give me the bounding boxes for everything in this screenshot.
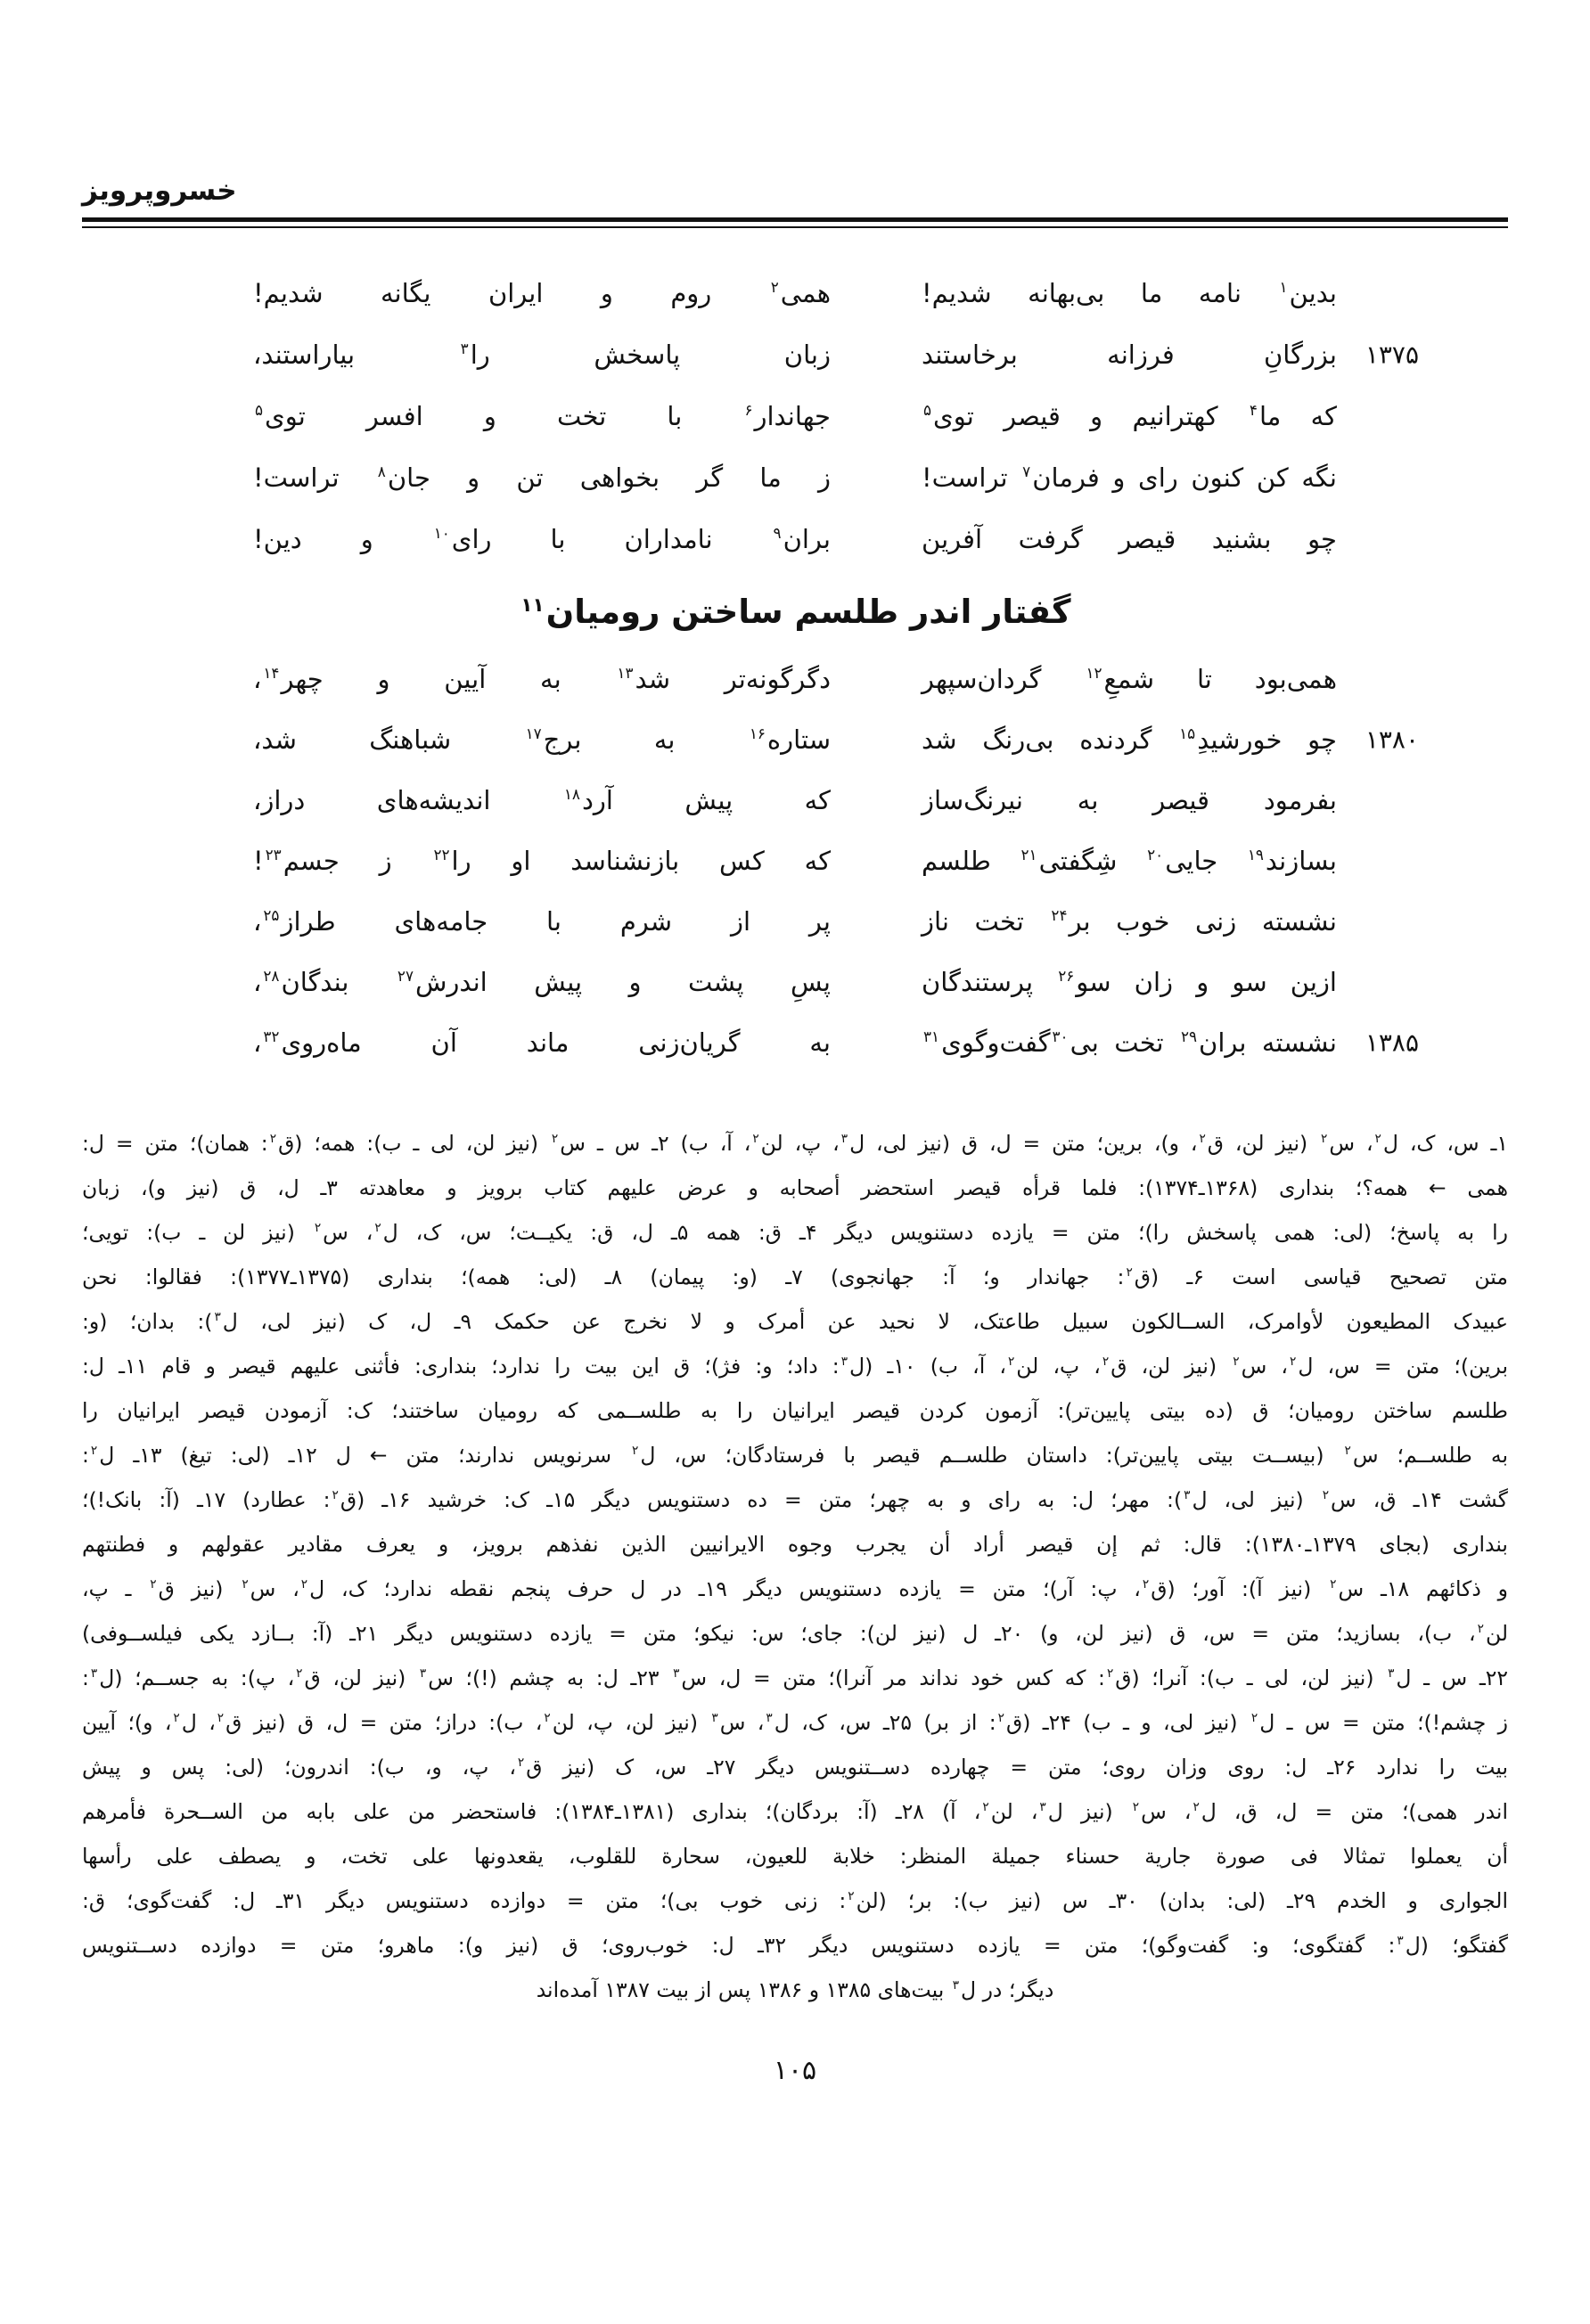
header-rule-thin <box>82 226 1508 228</box>
note-ref: ۲ <box>1289 1354 1297 1370</box>
running-head <box>82 175 1508 228</box>
note-ref: ۲۵ <box>263 906 280 925</box>
hemistich-first: بزرگانِ فرزانه برخاستند <box>922 339 1337 370</box>
footnote-line: الجواری و الخدم ۲۹ـ (لی: بدان) ۳۰ـ س (نیز ب): بر؛ (لن$^۲$: زنی خوب بی)؛ متن = دوازده دستنویس دیگر ۳۱ـ ل: گفت‌گوی؛ ق: <box>82 1888 1508 1913</box>
note-ref: ۱۲ <box>1086 664 1102 683</box>
note-ref: ۳۲ <box>263 1027 280 1046</box>
footnote-line: را به پاسخ؛ (لی: همی پاسخش را)؛ متن = یازده دستنویس دیگر ۴ـ ق: همه ۵ـ ل، ق: یکیــت؛ س، ک، ل$^۲$، س$^۲$ (نیز لن ـ ب): تویی؛ <box>82 1220 1508 1245</box>
footnote-line: همی ← همه؟؛ بنداری (۱۳۶۸ـ۱۳۷۴): فلما قرأه قیصر استحضر أصحابه و عرض علیهم کتاب برویز و معاهدته ۳ـ ل، ق (نیز و)، زبان <box>82 1175 1508 1200</box>
footnote-line: متن تصحیح قیاسی است ۶ـ (ق$^۲$: جهاندار و؛ آ: جهانجوی) ۷ـ (و: پیمان) ۸ـ (لی: همه)؛ بنداری (۱۳۷۵ـ۱۳۷۷): فقالوا: نحن <box>82 1264 1508 1289</box>
hemistich-second: به گریان‌زنی ماند آن ماه‌روی$^{۳۲}$، <box>253 1027 831 1058</box>
note-ref: ۲ <box>150 1577 157 1592</box>
hemistich-second: پر از شرم با جامه‌های طراز$^{۲۵}$، <box>253 906 831 937</box>
poem-couplet <box>253 508 1337 569</box>
verse-number: ۱۳۸۰ <box>1365 724 1419 755</box>
note-ref: ۲ <box>1344 1444 1351 1459</box>
footnote-line: ۲۲ـ س ـ ل$^۳$ (نیز لن، لی ـ ب): آنرا؛ (ق$^۲$: که کس خود نداند مر آنرا)؛ متن = ل، س$^۳$ ۲۳ـ ل: به چشم (!)؛ س$^۳$ (نیز لن، ق$^۲$، پ): به جســم؛ (ل$^۳$: <box>82 1665 1508 1690</box>
book-page <box>0 175 1590 2324</box>
note-ref: ۵ <box>923 400 932 419</box>
note-ref: ۳ <box>766 1711 773 1726</box>
note-ref: ۳ <box>214 1310 221 1325</box>
hemistich-first: همی‌بود تا شمعِ$^{۱۲}$ گردان‌سپهر <box>922 664 1337 694</box>
note-ref: ۲۰ <box>1147 846 1164 864</box>
note-ref: ۲ <box>374 1221 381 1236</box>
note-ref: ۲ <box>1102 1354 1110 1370</box>
note-ref: ۲ <box>551 1132 559 1147</box>
note-ref: ۲ <box>848 1889 855 1904</box>
note-ref: ۲ <box>632 1444 639 1459</box>
note-ref: ۲ <box>544 1711 551 1726</box>
note-ref: ۱۰ <box>433 523 450 542</box>
note-ref: ۳ <box>90 1666 98 1682</box>
note-ref: ۲ <box>770 277 779 296</box>
note-ref: ۲ <box>300 1577 308 1592</box>
note-ref: ۲۲ <box>433 846 450 864</box>
note-ref: ۱۴ <box>263 664 280 683</box>
note-ref: ۴ <box>1249 400 1258 419</box>
note-ref: ۲۸ <box>263 967 280 986</box>
footnote-line: اندر همی)؛ متن = ل، ق، ل$^۲$، س$^۲$ (نیز ل$^۳$، لن$^۲$، آ) ۲۸ـ (آ: بردگان)؛ بنداری (۱۳۸۱ـ۱۳۸۴): فاستحضر من علی بابه من الســحرة فأمرهم <box>82 1799 1508 1824</box>
note-ref: ۲ <box>332 1488 339 1503</box>
hemistich-second: که کس بازنشناسد او را$^{۲۲}$ ز جسم$^{۲۳}$! <box>253 846 832 876</box>
footnote-line: ز چشم!)؛ متن = س ـ ل$^۲$ (نیز لی، و ـ ب) ۲۴ـ (ق$^۲$: از بر) ۲۵ـ س، ک، ل$^۳$، س$^۳$ (نیز لن، پ، لن$^۲$، ب): دراز؛ متن = ل، ق (نیز ق$^۲$، ل$^۲$، و)؛ آیین <box>82 1710 1508 1735</box>
poem-couplet <box>253 709 1419 770</box>
footnote-line: دیگر؛ در ل$^۳$ بیت‌های ۱۳۸۵ و ۱۳۸۶ پس از بیت ۱۳۸۷ آمده‌اند <box>536 1977 1054 2002</box>
poem-couplet <box>253 1012 1419 1073</box>
note-ref: ۳ <box>711 1711 718 1726</box>
note-ref: ۲ <box>1330 1577 1337 1592</box>
note-ref: ۲ <box>242 1577 249 1592</box>
hemistich-first: نشسته زنی خوب بر$^{۲۴}$ تخت ناز <box>922 906 1337 937</box>
verse-block-1 <box>253 262 1419 569</box>
poem-couplet <box>253 262 1337 323</box>
hemistich-first: بدین$^۱$ نامه ما بی‌بهانه شدیم! <box>922 277 1337 308</box>
note-ref: ۲ <box>982 1800 989 1815</box>
poem-couplet <box>253 446 1337 508</box>
note-ref: ۲۳ <box>265 846 282 864</box>
note-ref: ۱۶ <box>749 724 766 743</box>
note-ref: ۲ <box>1142 1577 1150 1592</box>
note-ref: ۶ <box>744 400 753 419</box>
hemistich-second: دگرگونه‌تر شد$^{۱۳}$ به آیین و چهر$^{۱۴}$، <box>253 664 831 694</box>
note-ref: ۲ <box>1007 1354 1015 1370</box>
hemistich-first: بفرمود قیصر به نیرنگ‌ساز <box>922 785 1337 815</box>
hemistich-second: ز ما گر بخواهی تن و جان$^۸$ تراست! <box>253 462 831 493</box>
note-ref: ۳ <box>1397 1934 1404 1949</box>
header-rule-thick <box>82 217 1508 222</box>
note-ref: ۲۹ <box>1180 1027 1198 1046</box>
footnote-line: أن یعملوا تمثالا فی صورة جاریة حسناء جمیلة المنظر: خلابة للعیون، سحارة للقلوب، یقعدونها علی تخت، و یصطف علی رأسها <box>82 1844 1508 1869</box>
hemistich-second: پسِ پشت و پیش اندرش$^{۲۷}$ بندگان$^{۲۸}$، <box>253 967 831 997</box>
hemistich-second: ستاره$^{۱۶}$ به برج$^{۱۷}$ شباهنگ شد، <box>253 724 831 755</box>
note-ref: ۲ <box>1321 1132 1328 1147</box>
note-ref: ۲ <box>1199 1132 1206 1147</box>
note-ref: ۲ <box>1192 1800 1200 1815</box>
note-ref: ۲ <box>314 1221 322 1236</box>
poem-couplet <box>253 831 1337 891</box>
hemistich-second: زبان پاسخش را$^۳$ بیاراستند، <box>253 339 831 370</box>
note-ref: ۱ <box>1279 277 1288 296</box>
poem-couplet <box>253 323 1419 385</box>
note-ref: ۲۴ <box>1051 906 1068 925</box>
hemistich-first: که ما$^۴$ کهترانیم و قیصر توی$^۵$ <box>923 400 1337 431</box>
note-ref: ۸ <box>377 462 386 480</box>
hemistich-first: چو خورشیدِ$^{۱۵}$ گردنده بی‌رنگ شد <box>922 724 1337 755</box>
note-ref: ۲ <box>269 1132 277 1147</box>
hemistich-first: چو بشنید قیصر گرفت آفرین <box>922 523 1337 554</box>
note-ref: ۲۱ <box>1020 846 1037 864</box>
note-ref: ۳ <box>840 1132 848 1147</box>
poem-couplet <box>253 770 1337 831</box>
note-ref: ۲ <box>173 1711 180 1726</box>
note-ref: ۲ <box>1250 1711 1258 1726</box>
note-ref: ۳ <box>419 1666 427 1682</box>
note-ref: ۱۹ <box>1247 846 1264 864</box>
hemistich-first: نشسته بران$^{۲۹}$ تخت بی$^{۳۰}$گفت‌وگوی$^{۳۱}$ <box>923 1027 1337 1058</box>
note-ref: ۲ <box>296 1666 303 1682</box>
footnote-line: و ذکائهم ۱۸ـ س$^۲$ (نیز آ): آور؛ (ق$^۲$، پ: آر)؛ متن = یازده دستنویس دیگر ۱۹ـ در ل حرف پنجم نقطه ندارد؛ ک، ل$^۲$، س$^۲$ (نیز ق$^۲$ ـ پ، <box>82 1576 1508 1601</box>
footnote-line: به طلســم؛ س$^۲$ (بیســت بیتی پایین‌تر): داستان طلســم قیصر با فرستادگان؛ س، ل$^۲$ سرنویس ندارند؛ متن ← ل ۱۲ـ (لی: تیغ) ۱۳ـ ل$^۲$: <box>82 1443 1508 1468</box>
running-head-title: خسروپرویز <box>82 175 237 207</box>
note-ref: ۳ <box>673 1666 680 1682</box>
footnote-line: برین)؛ متن = س، ل$^۲$، س$^۲$ (نیز لن، ق$^۲$، پ، لن$^۲$، آ، ب) ۱۰ـ (ل$^۳$: داد؛ و: فژ)؛ ق این بیت را ندارد؛ بنداری: فأثنی علیهم قیصر و قام ۱۱ـ ل: <box>82 1354 1508 1379</box>
note-ref: ۱۱ <box>520 593 545 617</box>
note-ref: ۲ <box>1322 1488 1330 1503</box>
note-ref: ۲۷ <box>397 967 414 986</box>
note-ref: ۲ <box>752 1132 759 1147</box>
poem-couplet <box>253 649 1337 709</box>
note-ref: ۱۷ <box>525 724 542 743</box>
verse-number: ۱۳۷۵ <box>1365 340 1419 369</box>
note-ref: ۳ <box>460 339 469 357</box>
note-ref: ۲ <box>997 1711 1004 1726</box>
footnote-line: طلسم ساختن رومیان؛ ق (ده بیتی پایین‌تر): آزمون کردن قیصر ایرانیان را به طلســمی که رومیان ساختند؛ ک: آزمودن قیصر ایرانیان را <box>82 1398 1508 1423</box>
note-ref: ۳ <box>1184 1488 1191 1503</box>
note-ref: ۲ <box>1233 1354 1240 1370</box>
note-ref: ۲ <box>1132 1800 1140 1815</box>
note-ref: ۱۸ <box>563 785 580 804</box>
hemistich-first: نگه کن کنون رای و فرمان$^۷$ تراست! <box>922 462 1337 493</box>
note-ref: ۲ <box>217 1711 225 1726</box>
note-ref: ۱۳ <box>617 664 634 683</box>
hemistich-second: بران$^۹$ نامداران با رای$^{۱۰}$ و دین! <box>253 523 831 554</box>
hemistich-second: همی$^۲$ روم و ایران یگانه شدیم! <box>253 277 831 308</box>
note-ref: ۳ <box>1388 1666 1395 1682</box>
footnote-line: گشت ۱۴ـ ق، س$^۲$ (نیز لی، ل$^۳$): مهر؛ ل: به رای و به چهر؛ متن = ده دستنویس دیگر ۱۵ـ ک: خرشید ۱۶ـ (ق$^۲$: عطارد) ۱۷ـ (آ: بانک!)؛ <box>82 1487 1508 1512</box>
note-ref: ۵ <box>255 400 264 419</box>
poem-couplet <box>253 385 1337 446</box>
note-ref: ۲۶ <box>1058 967 1075 986</box>
poem-couplet <box>253 952 1337 1012</box>
footnotes-block <box>82 1121 1508 2012</box>
hemistich-first: ازین سو و زان سو$^{۲۶}$ پرستندگان <box>922 967 1337 997</box>
poem-couplet <box>253 891 1337 952</box>
footnote-line: لن$^۲$، ب)، بسازید؛ متن = س، ق (نیز لن، و) ۲۰ـ ل (نیز لن): جای؛ س: نیکو؛ متن = یازده دستنویس دیگر ۲۱ـ (آ: بــازد یکی فیلســوفی) <box>82 1621 1508 1646</box>
note-ref: ۳۰ <box>1052 1027 1069 1046</box>
note-ref: ۲ <box>1106 1666 1114 1682</box>
footnote-line: ۱ـ س، ک، ل$^۲$، س$^۲$ (نیز لن، ق$^۲$، و)، برین؛ متن = ل، ق (نیز لی، ل$^۳$، پ، لن$^۲$، آ، ب) ۲ـ س ـ س$^۲$ (نیز لن، لی ـ ب): همه؛ (ق$^۲$: همان)؛ متن = ل: <box>82 1131 1508 1156</box>
verse-block-2 <box>253 649 1419 1073</box>
page-number: ۱۰۵ <box>773 2055 817 2086</box>
footnote-line: عبیدک المطیعون لأوامرک، الســالکون سبیل طاعتک، لا نحید عن أمرک و لا نخرج عن حکمک ۹ـ ل، ک (نیز لی، ل$^۳$): بدان؛ (و: <box>82 1309 1508 1334</box>
hemistich-first: بسازند$^{۱۹}$ جایی$^{۲۰}$ شِگفتی$^{۲۱}$ طلسم <box>922 846 1337 876</box>
note-ref: ۳۱ <box>923 1027 940 1046</box>
note-ref: ۳ <box>1039 1800 1046 1815</box>
note-ref: ۲ <box>1374 1132 1381 1147</box>
footnote-line: بنداری (بجای ۱۳۷۹ـ۱۳۸۰): قال: ثم إن قیصر أراد أن یجرب وجوه الایرانیین الذین نفذهم برویز، و یعرف مقادیر عقولهم و فطنتهم <box>82 1532 1508 1557</box>
section-heading: گفتار اندر طلسم ساختن رومیان$^{۱۱}$ <box>520 593 1071 631</box>
hemistich-second: که پیش آرد$^{۱۸}$ اندیشه‌های دراز، <box>253 785 831 815</box>
note-ref: ۳ <box>840 1354 848 1370</box>
hemistich-second: جهاندار$^۶$ با تخت و افسر توی$^۵$ <box>255 400 831 431</box>
note-ref: ۲ <box>90 1444 98 1459</box>
note-ref: ۲ <box>517 1755 525 1771</box>
footnote-line: بیت را ندارد ۲۶ـ ل: روی وزان روی؛ متن = چهارده دســتنویس دیگر ۲۷ـ س، ک (نیز ق$^۲$، پ، و، ب): اندرون؛ (لی: پس و پیش <box>82 1755 1508 1780</box>
note-ref: ۹ <box>773 523 782 542</box>
note-ref: ۳ <box>952 1978 960 1993</box>
note-ref: ۲ <box>1477 1622 1484 1637</box>
note-ref: ۲ <box>1126 1265 1133 1281</box>
note-ref: ۷ <box>1022 462 1031 480</box>
footnote-line: گفتگو؛ (ل$^۳$: گفتگوی؛ و: گفت‌وگو)؛ متن = یازده دستنویس دیگر ۳۲ـ ل: خوب‌روی؛ ق (نیز و): ماهرو؛ متن = دوازده دســتنویس <box>82 1933 1508 1958</box>
verse-number: ۱۳۸۵ <box>1365 1027 1419 1058</box>
note-ref: ۱۵ <box>1179 724 1196 743</box>
